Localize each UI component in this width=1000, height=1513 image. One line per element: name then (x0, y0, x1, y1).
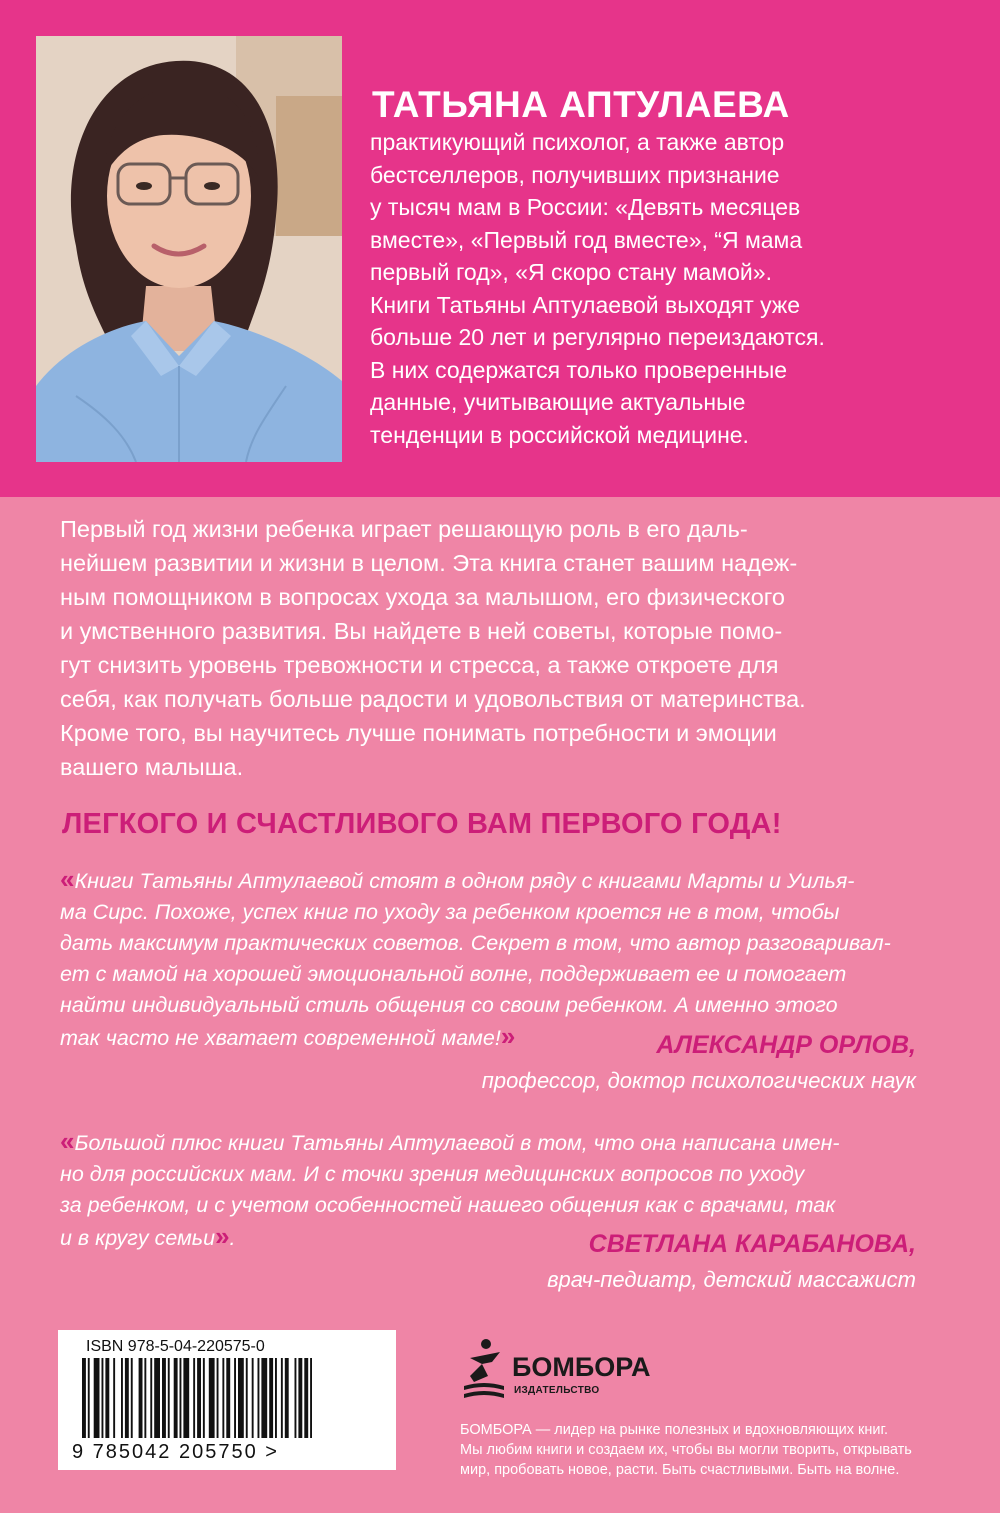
barcode-bar (102, 1358, 104, 1438)
quote-line (60, 1126, 940, 1159)
author-panel (0, 0, 1000, 497)
open-quote-mark: « (60, 864, 75, 894)
author-bio-line: В них содержатся только проверенные (370, 356, 788, 383)
author-portrait-illustration (36, 36, 342, 462)
barcode-bar (180, 1358, 182, 1438)
barcode-bar (209, 1358, 215, 1438)
author-bio-line: Книги Татьяны Аптулаевой выходят уже (370, 291, 801, 318)
barcode-bar (304, 1358, 308, 1438)
barcode-bar (234, 1358, 236, 1438)
description-line: себя, как получать больше радости и удовольствия от материнства. (60, 686, 806, 712)
quote-line (60, 864, 940, 897)
description-line: Первый год жизни ребенка играет решающую роль в его даль- (60, 516, 748, 542)
publisher-desc-line: мир, пробовать новое, расти. Быть счастливыми. Быть на волне. (460, 1462, 900, 1478)
author-bio-line: вместе», «Первый год вместе», “Я мама (370, 226, 803, 253)
author-bio (370, 126, 890, 451)
barcode-bar (252, 1358, 254, 1438)
quote-line: за ребенком, и с учетом особенностей нашего общения как с врачами, так (60, 1193, 836, 1217)
barcode-bar (94, 1358, 100, 1438)
bombora-logo-icon (460, 1336, 508, 1402)
quote-line: дать максимум практических советов. Секрет в том, что автор разговаривал- (60, 931, 891, 955)
barcode-bar (150, 1358, 152, 1438)
description-line: нейшем развитии и жизни в целом. Эта книга станет вашим надеж- (60, 550, 798, 576)
barcode-bar (217, 1358, 219, 1438)
barcode-bar (222, 1358, 224, 1438)
barcode-bar (113, 1358, 115, 1438)
barcode-bar (139, 1358, 143, 1438)
description-line: ным помощником в вопросах ухода за малышом, его физического (60, 584, 785, 610)
barcode-bar (197, 1358, 201, 1438)
barcode-bar (285, 1358, 289, 1438)
author-name: ТАТЬЯНА АПТУЛАЕВА (372, 84, 790, 125)
barcode-bar (131, 1358, 133, 1438)
book-description (60, 512, 940, 784)
author-bio-line: бестселлеров, получивших признание (370, 161, 780, 188)
barcode-bar (310, 1358, 312, 1438)
barcode-bar (269, 1358, 273, 1438)
description-line: Кроме того, вы научитесь лучше понимать потребности и эмоции (60, 720, 777, 746)
barcode-bar (295, 1358, 297, 1438)
quote-text: так часто не хватает современной маме! (60, 1026, 501, 1050)
close-quote-mark: » (215, 1221, 230, 1251)
publisher-description (460, 1420, 930, 1480)
barcode-bar (168, 1358, 170, 1438)
quote-text: Книги Татьяны Аптулаевой стоят в одном ряду с книгами Марты и Уилья- (74, 869, 855, 893)
barcode-bar (281, 1358, 283, 1438)
description-line: вашего малыша. (60, 754, 244, 780)
barcode-bar (121, 1358, 123, 1438)
barcode-bar (261, 1358, 267, 1438)
barcode-digits: 9 785042 205750 > (72, 1441, 279, 1463)
description-line: гут снизить уровень тревожности и стресса, а также откроете для (60, 652, 779, 678)
barcode-bar (144, 1358, 146, 1438)
author-bio-line: больше 20 лет и регулярно переиздаются. (370, 324, 825, 350)
barcode-bar (154, 1358, 160, 1438)
barcode-bar (88, 1358, 90, 1438)
quote-author-orlov: АЛЕКСАНДР ОРЛОВ, (656, 1031, 916, 1059)
publisher-subtitle: ИЗДАТЕЛЬСТВО (514, 1385, 600, 1396)
barcode-bar (162, 1358, 166, 1438)
barcode-bar (174, 1358, 178, 1438)
barcode-bar (275, 1358, 277, 1438)
quote-author-karabanova: СВЕТЛАНА КАРАБАНОВА, (588, 1230, 916, 1258)
author-bio-line: первый год», «Я скоро стану мамой». (370, 259, 772, 285)
quote-text: и в кругу семьи (60, 1226, 216, 1250)
barcode-bar (193, 1358, 195, 1438)
quote-role-karabanova: врач-педиатр, детский массажист (547, 1267, 916, 1292)
review-quote-orlov (60, 864, 940, 1054)
isbn-label: ISBN 978-5-04-220575-0 (86, 1338, 265, 1355)
publisher-name: БОМБОРА (512, 1352, 651, 1382)
author-bio-line: тенденции в российской медицине. (370, 421, 749, 448)
open-quote-mark: « (60, 1126, 75, 1156)
author-bio-line: практикующий психолог, а также автор (370, 129, 785, 155)
quote-text: Большой плюс книги Татьяны Аптулаевой в том, что она написана имен- (74, 1131, 840, 1155)
quote-role-orlov: профессор, доктор психологических наук (481, 1068, 916, 1093)
slogan-heading: ЛЕГКОГО И СЧАСТЛИВОГО ВАМ ПЕРВОГО ГОДА! (62, 808, 782, 840)
quote-line: ет с мамой на хорошей эмоциональной волне, поддерживает ее и помогает (60, 962, 847, 986)
barcode-bar (246, 1358, 248, 1438)
quote-line: ма Сирс. Похоже, успех книг по уходу за ребенком кроется не в том, чтобы (60, 900, 840, 924)
barcode-bar (125, 1358, 129, 1438)
publisher-desc-line: Мы любим книги и создаем их, чтобы вы могли творить, открывать (460, 1442, 912, 1458)
barcode-bar (183, 1358, 189, 1438)
barcode-icon (78, 1358, 376, 1440)
author-photo (36, 36, 342, 462)
barcode-bar (298, 1358, 302, 1438)
quote-line: но для российских мам. И с точки зрения медицинских вопросов по уходу (60, 1162, 805, 1186)
quote-line: найти индивидуальный стиль общения со своим ребенком. А именно этого (60, 993, 838, 1017)
barcode-bar (238, 1358, 244, 1438)
close-quote-mark: » (500, 1021, 516, 1051)
author-bio-line: данные, учитывающие актуальные (370, 389, 746, 415)
barcode-bar (82, 1358, 86, 1438)
author-bio-line: у тысяч мам в России: «Девять месяцев (370, 194, 801, 220)
barcode-bar (258, 1358, 260, 1438)
description-line: и умственного развития. Вы найдете в ней советы, которые помо- (60, 618, 783, 644)
barcode-bar (203, 1358, 205, 1438)
barcode-box (58, 1330, 396, 1470)
publisher-desc-line: БОМБОРА — лидер на рынке полезных и вдохновляющих книг. (460, 1422, 889, 1438)
barcode-bar (226, 1358, 230, 1438)
barcode-bar (105, 1358, 109, 1438)
quote-trail: . (229, 1226, 236, 1250)
